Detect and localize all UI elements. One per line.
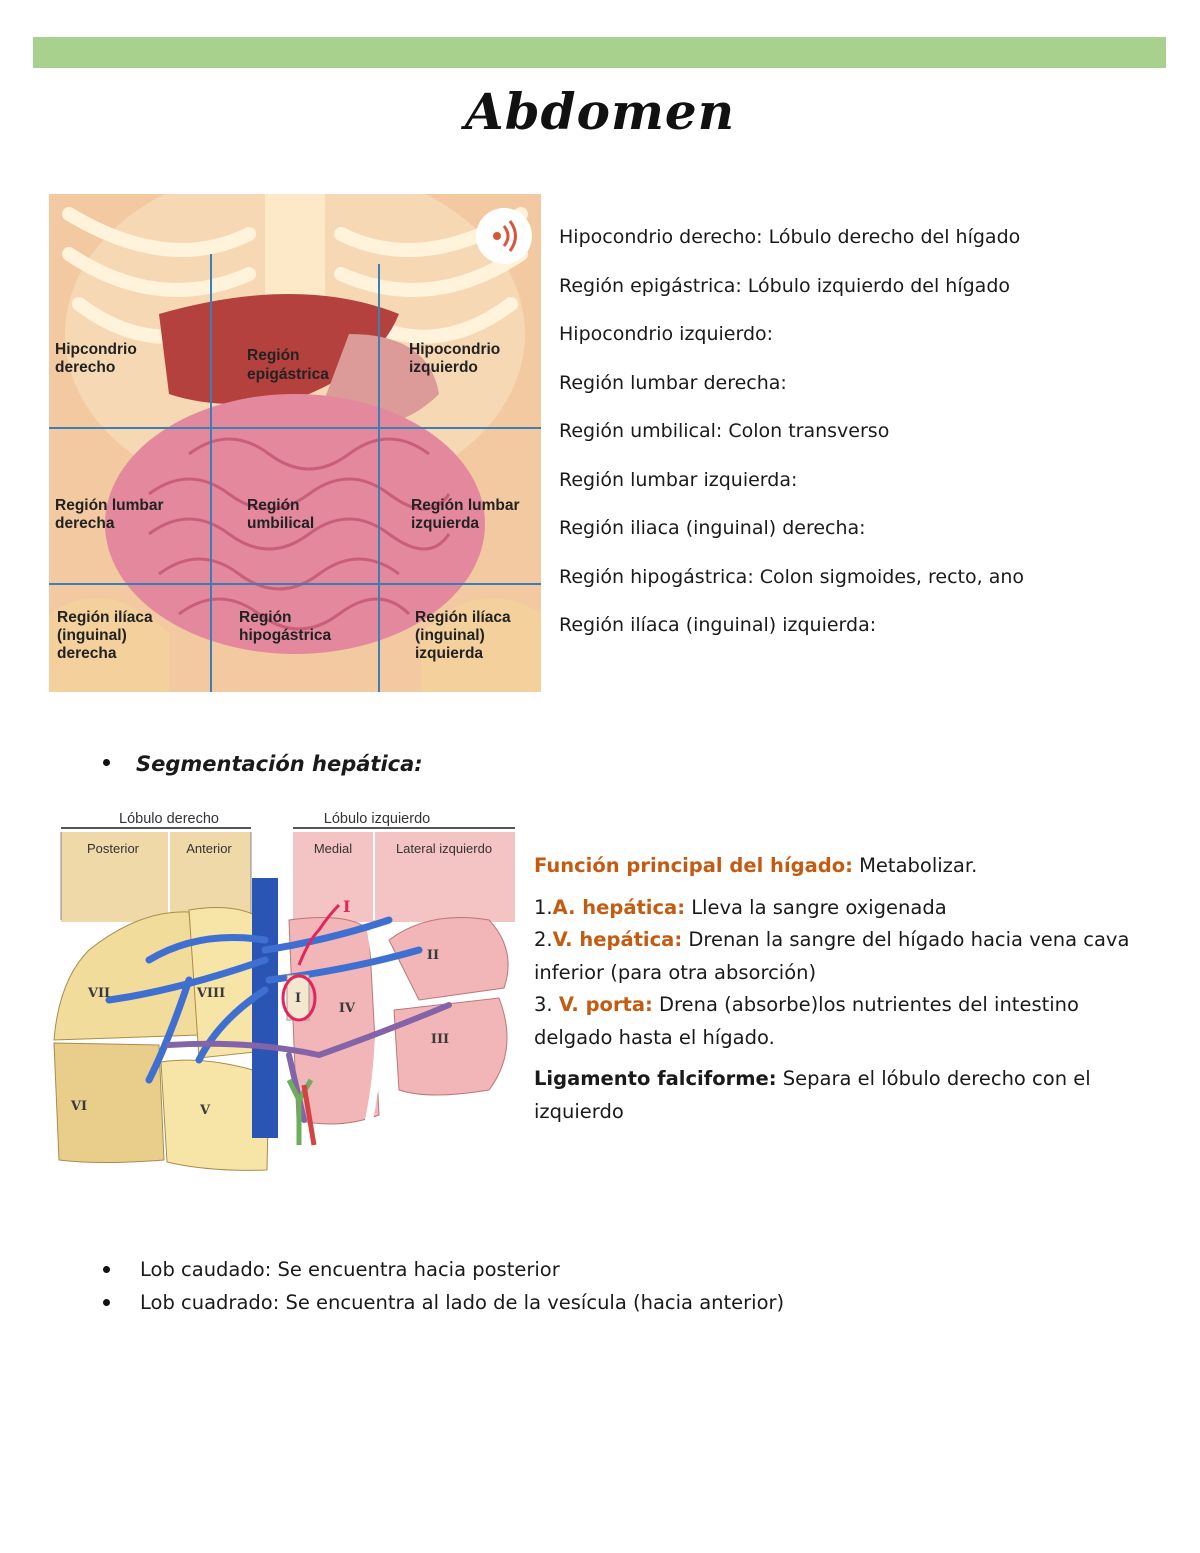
list-item: [103, 1254, 784, 1287]
hepatic-vein-number: 2.: [534, 928, 553, 951]
segment-iii-label: III: [430, 1032, 450, 1047]
ligament-paragraph: [534, 1063, 1144, 1128]
region-item: Región umbilical: Colon transverso: [559, 420, 890, 442]
artery-number: 1.: [534, 895, 553, 919]
region-item: Región lumbar izquierda:: [559, 468, 798, 491]
label-epigastrica-2: epigástrica: [247, 366, 329, 383]
segment-viii-label: VIII: [196, 986, 226, 1001]
label-hipogastrica-2: hipogástrica: [239, 627, 332, 644]
col-medial-label: Medial: [313, 841, 353, 856]
label-umbilical-1: Región: [247, 497, 300, 514]
label-lumbar-derecha-2: derecha: [55, 515, 115, 532]
bullet-icon: [103, 759, 110, 766]
list-item-text: Lob caudado: Se encuentra hacia posterior: [140, 1258, 560, 1281]
abdomen-regions-image: [49, 194, 541, 692]
region-item: Región lumbar derecha:: [559, 371, 787, 394]
hepatic-vein-value: Drenan la sangre del hígado hacia vena cava inferior (para otra absorción): [534, 928, 1130, 984]
label-iliaca-derecha-3: derecha: [57, 645, 117, 662]
artery-value: Lleva la sangre oxigenada: [685, 895, 947, 919]
segment-vi-label: VI: [70, 1099, 88, 1114]
ligament-value: Separa el lóbulo derecho con el izquierdo: [534, 1067, 1091, 1123]
hepatic-vein-line: [534, 924, 1144, 989]
function-label: Función principal del hígado:: [534, 854, 853, 877]
portal-vein-line: [534, 989, 1144, 1054]
bullet-icon: [103, 1266, 110, 1273]
portal-vein-label: V. porta:: [558, 993, 653, 1016]
label-hipocondrio-izquierdo-1: Hipocondrio: [409, 341, 501, 358]
liver-segmentation-image: [49, 800, 521, 1188]
page-title: Abdomen: [464, 82, 736, 141]
label-umbilical-2: umbilical: [247, 515, 315, 532]
label-iliaca-izquierda-3: izquierda: [415, 645, 484, 662]
section-heading-text: Segmentación hepática:: [136, 752, 423, 776]
bullet-icon: [103, 1299, 110, 1306]
segment-vii-label: VII: [87, 986, 111, 1001]
label-lumbar-izquierda-2: izquierda: [411, 515, 480, 532]
segment-ii-label: II: [426, 948, 440, 963]
ligament-label: Ligamento falciforme:: [534, 1067, 777, 1090]
region-item: Región ilíaca (inguinal) izquierda:: [559, 614, 877, 636]
region-item: Región epigástrica: Lóbulo izquierdo del hígado: [559, 274, 1011, 297]
label-hipogastrica-1: Región: [239, 609, 292, 626]
label-iliaca-derecha-2: (inguinal): [57, 627, 127, 644]
hepatic-vein-label: V. hepática:: [552, 928, 683, 951]
function-paragraph: [534, 850, 1144, 883]
label-epigastrica-1: Región: [247, 347, 300, 364]
label-iliaca-derecha-1: Región ilíaca: [57, 609, 153, 626]
label-hipocondrio-izquierdo-2: izquierdo: [409, 359, 478, 376]
portal-vein-value: Drena (absorbe)los nutrientes del intestino delgado hasta el hígado.: [534, 993, 1079, 1049]
list-item: [103, 1287, 784, 1320]
header-accent-bar: [33, 37, 1166, 68]
artery-line: [534, 892, 1144, 925]
list-item-text: Lob cuadrado: Se encuentra al lado de la vesícula (hacia anterior): [140, 1290, 785, 1314]
region-item: Región iliaca (inguinal) derecha:: [559, 517, 866, 539]
lobe-right-label: Lóbulo derecho: [119, 811, 219, 827]
lobe-list: [103, 1254, 784, 1319]
annotation-text: I: [343, 897, 351, 916]
liver-notes: [534, 850, 1144, 1128]
segment-v-label: V: [199, 1103, 211, 1118]
section-heading: [103, 752, 423, 776]
function-value: Metabolizar.: [852, 854, 978, 877]
region-list: [559, 222, 1159, 659]
col-anterior-label: Anterior: [186, 841, 232, 856]
label-iliaca-izquierda-1: Región ilíaca: [415, 609, 511, 626]
label-lumbar-izquierda-1: Región lumbar: [411, 497, 520, 514]
artery-label: A. hepática:: [552, 895, 686, 919]
region-item: Hipocondrio izquierdo:: [559, 323, 774, 345]
region-item: Región hipogástrica: Colon sigmoides, recto, ano: [559, 565, 1025, 588]
portal-vein-number: 3.: [534, 993, 559, 1016]
lobe-left-label: Lóbulo izquierdo: [323, 811, 431, 827]
label-iliaca-izquierda-2: (inguinal): [415, 627, 485, 644]
col-lateral-label: Lateral izquierdo: [395, 841, 493, 856]
label-lumbar-derecha-1: Región lumbar: [55, 497, 164, 514]
col-posterior-label: Posterior: [86, 841, 140, 856]
label-hipocondrio-derecho-1: Hipcondrio: [55, 341, 137, 358]
segment-iv-label: IV: [338, 1001, 356, 1016]
segment-i-label: I: [294, 991, 302, 1006]
label-hipocondrio-derecho-2: derecho: [55, 359, 116, 376]
vessels-paragraph: [534, 892, 1144, 1055]
region-item: Hipocondrio derecho: Lóbulo derecho del hígado: [559, 226, 1021, 248]
